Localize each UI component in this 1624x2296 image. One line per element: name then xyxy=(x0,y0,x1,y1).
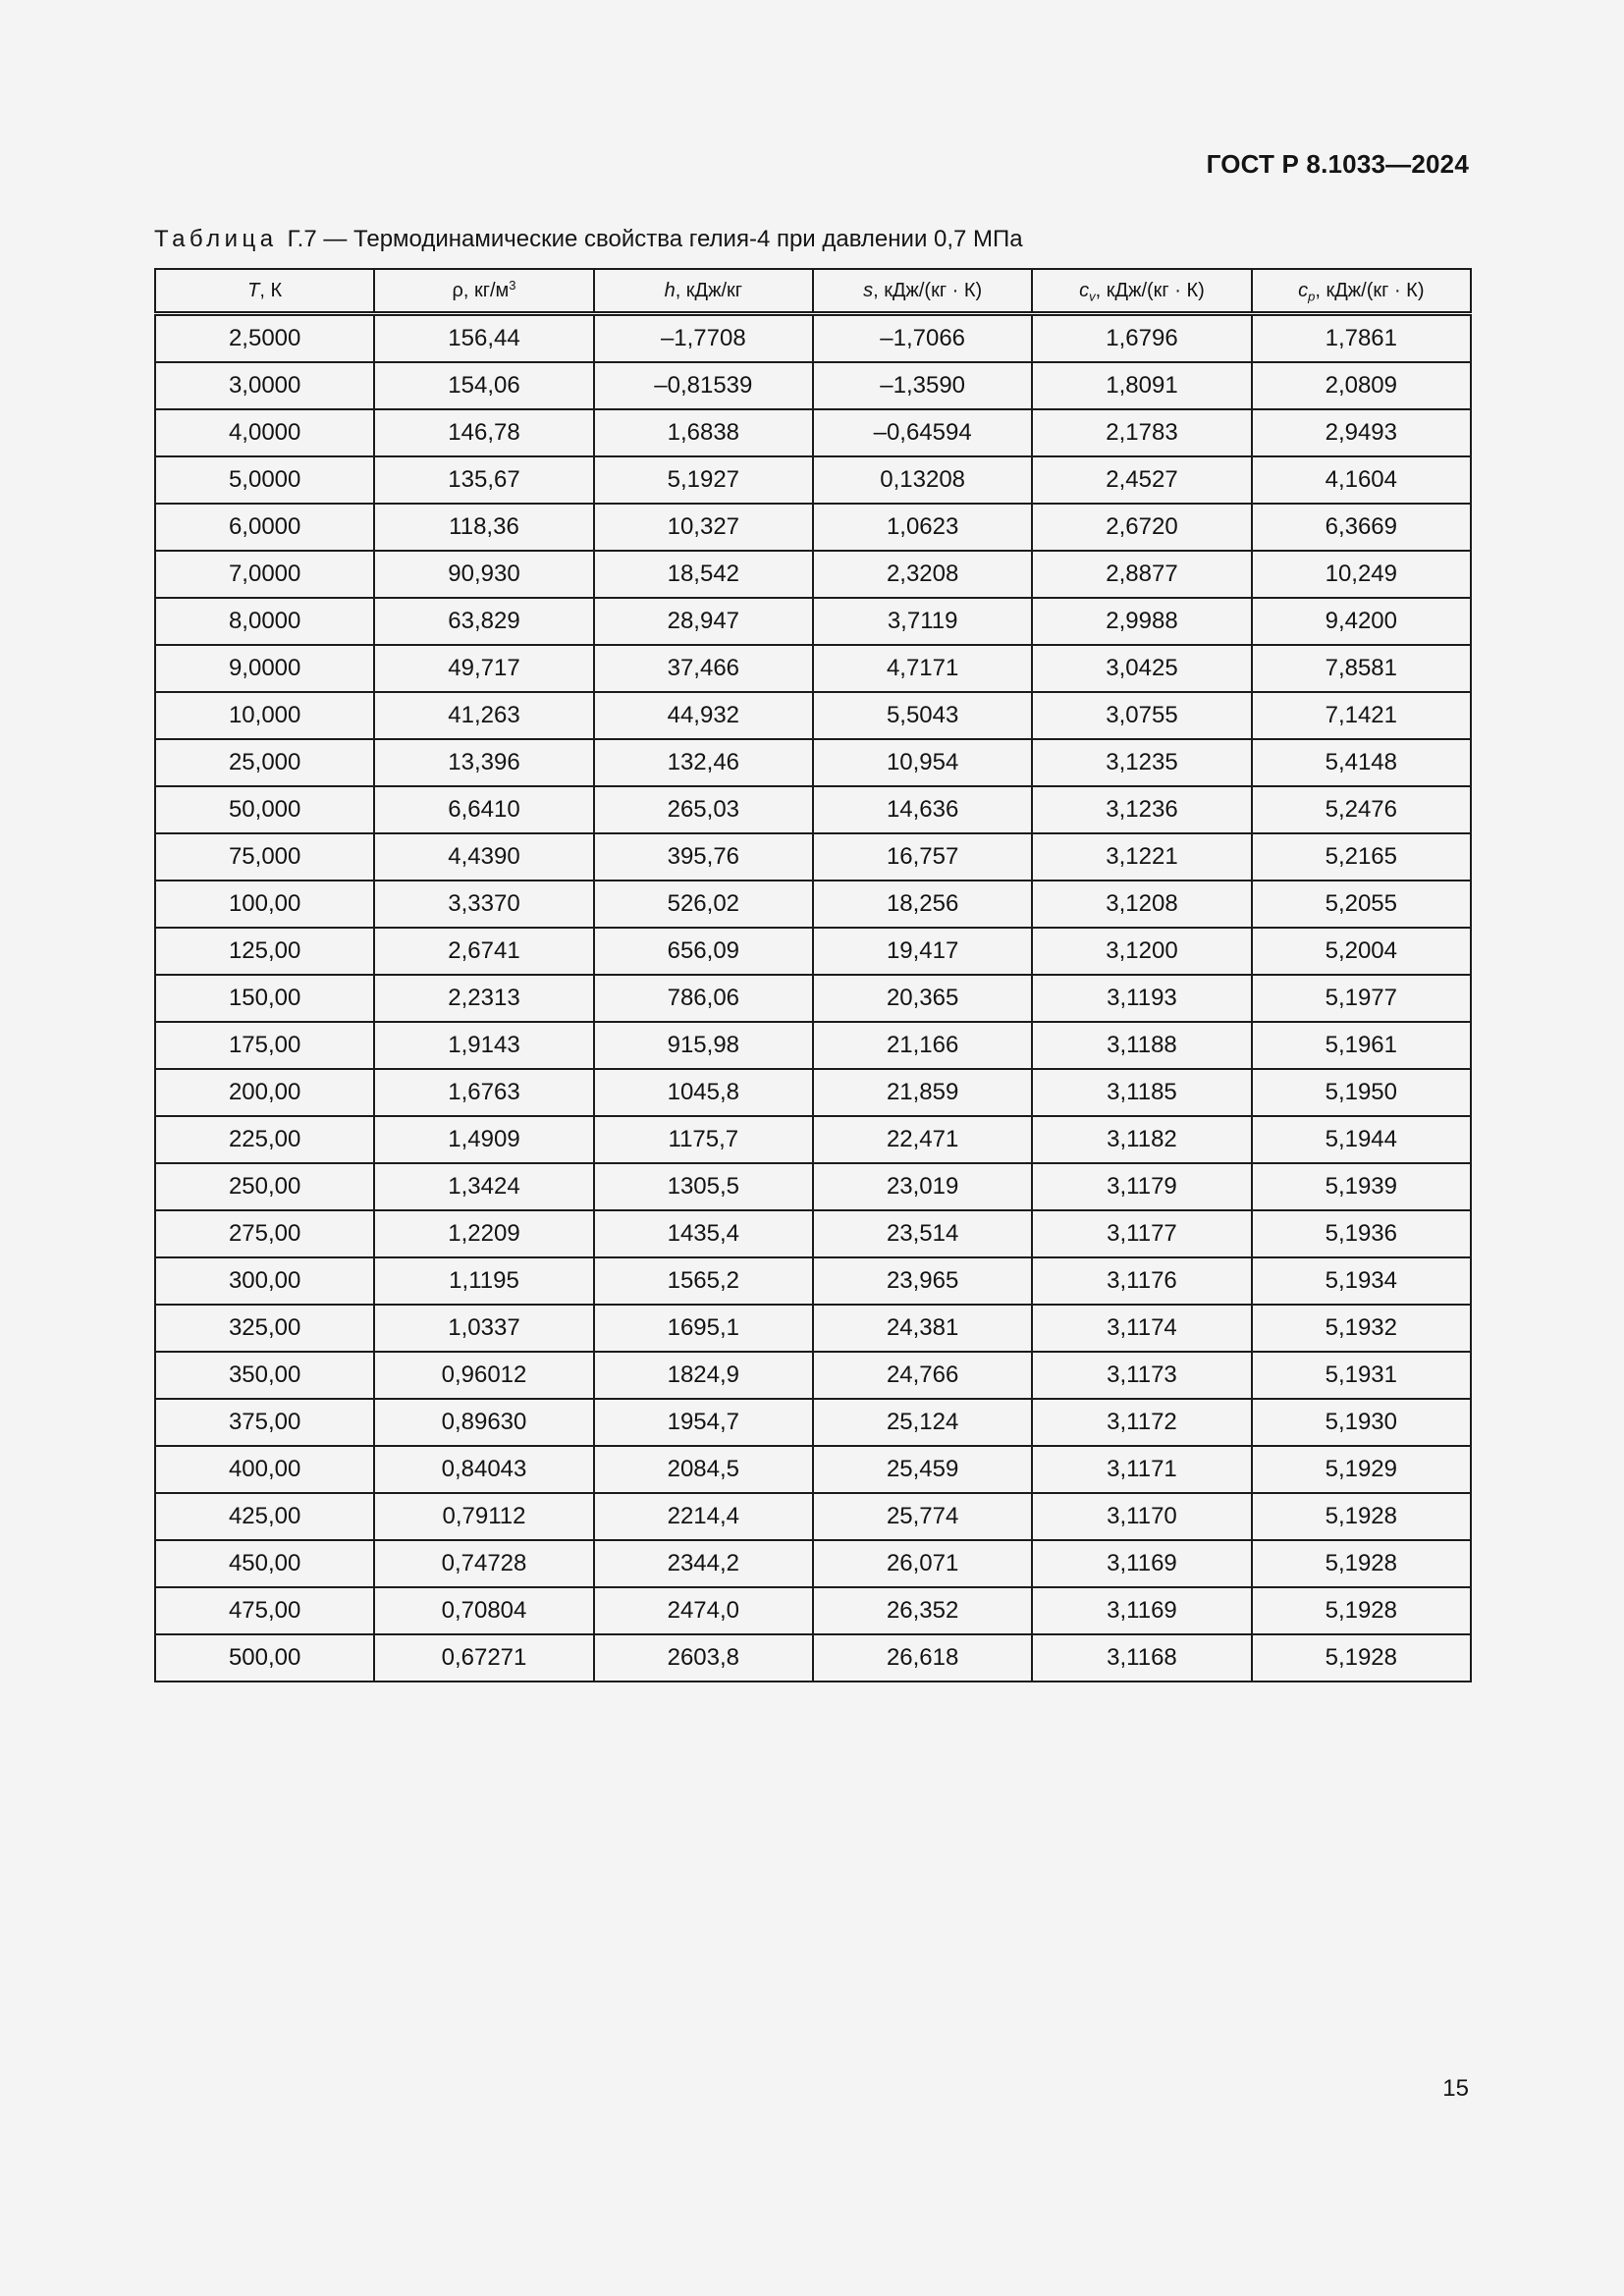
table-cell: 1,0623 xyxy=(813,504,1032,551)
table-row xyxy=(155,1493,1471,1540)
table-cell: 1175,7 xyxy=(594,1116,813,1163)
table-cell: 10,249 xyxy=(1252,551,1471,598)
table-cell: 1,9143 xyxy=(374,1022,593,1069)
table-cell: 3,1174 xyxy=(1032,1305,1251,1352)
column-header-subscript: p xyxy=(1308,289,1316,304)
table-cell: 5,1944 xyxy=(1252,1116,1471,1163)
table-cell: 0,67271 xyxy=(374,1634,593,1682)
table-cell: 0,74728 xyxy=(374,1540,593,1587)
table-cell: 325,00 xyxy=(155,1305,374,1352)
table-cell: 1,6838 xyxy=(594,409,813,456)
table-cell: 75,000 xyxy=(155,833,374,881)
table-row xyxy=(155,881,1471,928)
table-cell: 2,5000 xyxy=(155,314,374,363)
column-header-superscript: 3 xyxy=(509,277,516,293)
table-cell: 19,417 xyxy=(813,928,1032,975)
table-cell: 132,46 xyxy=(594,739,813,786)
column-header xyxy=(1032,269,1251,314)
table-cell: 1954,7 xyxy=(594,1399,813,1446)
table-row xyxy=(155,1210,1471,1257)
table-cell: 25,774 xyxy=(813,1493,1032,1540)
table-cell: 25,000 xyxy=(155,739,374,786)
table-cell: 3,1185 xyxy=(1032,1069,1251,1116)
table-cell: 20,365 xyxy=(813,975,1032,1022)
table-cell: 154,06 xyxy=(374,362,593,409)
table-cell: 1045,8 xyxy=(594,1069,813,1116)
table-cell: –0,64594 xyxy=(813,409,1032,456)
table-cell: 1,3424 xyxy=(374,1163,593,1210)
document-code: ГОСТ Р 8.1033—2024 xyxy=(1206,149,1469,179)
table-row xyxy=(155,409,1471,456)
table-cell: 3,0425 xyxy=(1032,645,1251,692)
table-cell: 23,019 xyxy=(813,1163,1032,1210)
column-header-subscript: v xyxy=(1089,289,1096,304)
table-cell: 3,1221 xyxy=(1032,833,1251,881)
table-cell: 3,1200 xyxy=(1032,928,1251,975)
table-cell: 118,36 xyxy=(374,504,593,551)
table-cell: 656,09 xyxy=(594,928,813,975)
table-cell: 3,0000 xyxy=(155,362,374,409)
table-cell: 5,2004 xyxy=(1252,928,1471,975)
table-row xyxy=(155,1446,1471,1493)
table-cell: 5,0000 xyxy=(155,456,374,504)
table-row xyxy=(155,692,1471,739)
table-cell: 1305,5 xyxy=(594,1163,813,1210)
table-cell: 6,3669 xyxy=(1252,504,1471,551)
table-cell: 3,1169 xyxy=(1032,1540,1251,1587)
table-cell: 150,00 xyxy=(155,975,374,1022)
table-cell: 0,84043 xyxy=(374,1446,593,1493)
table-row xyxy=(155,1163,1471,1210)
column-header-unit: , кДж/кг xyxy=(675,279,743,301)
table-row xyxy=(155,1305,1471,1352)
table-cell: 18,256 xyxy=(813,881,1032,928)
table-cell: 915,98 xyxy=(594,1022,813,1069)
column-header-unit: , кДж/(кг · К) xyxy=(873,279,983,301)
table-cell: 300,00 xyxy=(155,1257,374,1305)
table-cell: 6,0000 xyxy=(155,504,374,551)
table-cell: 4,7171 xyxy=(813,645,1032,692)
table-cell: 3,1170 xyxy=(1032,1493,1251,1540)
table-cell: 786,06 xyxy=(594,975,813,1022)
table-row xyxy=(155,1257,1471,1305)
table-cell: 44,932 xyxy=(594,692,813,739)
table-cell: 7,1421 xyxy=(1252,692,1471,739)
column-header xyxy=(1252,269,1471,314)
table-cell: 5,1939 xyxy=(1252,1163,1471,1210)
table-cell: 5,2055 xyxy=(1252,881,1471,928)
table-cell: 5,1928 xyxy=(1252,1493,1471,1540)
column-header xyxy=(813,269,1032,314)
table-cell: 2,3208 xyxy=(813,551,1032,598)
table-cell: 0,13208 xyxy=(813,456,1032,504)
table-cell: 3,1176 xyxy=(1032,1257,1251,1305)
table-cell: –1,3590 xyxy=(813,362,1032,409)
table-cell: 1,1195 xyxy=(374,1257,593,1305)
table-header-row xyxy=(155,269,1471,314)
table-cell: 1,7861 xyxy=(1252,314,1471,363)
table-row xyxy=(155,314,1471,363)
table-row xyxy=(155,456,1471,504)
table-cell: 5,1934 xyxy=(1252,1257,1471,1305)
table-cell: 24,381 xyxy=(813,1305,1032,1352)
table-cell: 50,000 xyxy=(155,786,374,833)
table-cell: 22,471 xyxy=(813,1116,1032,1163)
table-cell: 28,947 xyxy=(594,598,813,645)
column-header xyxy=(155,269,374,314)
table-cell: 3,3370 xyxy=(374,881,593,928)
table-cell: 1824,9 xyxy=(594,1352,813,1399)
table-cell: 4,0000 xyxy=(155,409,374,456)
table-cell: 175,00 xyxy=(155,1022,374,1069)
table-cell: 2603,8 xyxy=(594,1634,813,1682)
table-cell: 146,78 xyxy=(374,409,593,456)
table-cell: 3,1168 xyxy=(1032,1634,1251,1682)
table-cell: 21,166 xyxy=(813,1022,1032,1069)
table-cell: 0,79112 xyxy=(374,1493,593,1540)
table-cell: 2,9988 xyxy=(1032,598,1251,645)
table-cell: 1,0337 xyxy=(374,1305,593,1352)
table-cell: 3,1208 xyxy=(1032,881,1251,928)
table-caption-text: Г.7 — Термодинамические свойства гелия-4 при давлении 0,7 МПа xyxy=(287,226,1023,252)
table-cell: 6,6410 xyxy=(374,786,593,833)
thermo-properties-table xyxy=(154,268,1472,1682)
table-cell: 26,071 xyxy=(813,1540,1032,1587)
table-cell: 18,542 xyxy=(594,551,813,598)
table-cell: 5,1961 xyxy=(1252,1022,1471,1069)
table-cell: 7,0000 xyxy=(155,551,374,598)
table-cell: 2,6741 xyxy=(374,928,593,975)
table-row xyxy=(155,1399,1471,1446)
table-cell: 1,6796 xyxy=(1032,314,1251,363)
column-header-unit: , К xyxy=(259,279,283,301)
table-row xyxy=(155,1352,1471,1399)
table-cell: 5,1932 xyxy=(1252,1305,1471,1352)
table-cell: 5,4148 xyxy=(1252,739,1471,786)
table-cell: 4,1604 xyxy=(1252,456,1471,504)
table-row xyxy=(155,1587,1471,1634)
column-header-symbol: s xyxy=(863,279,874,301)
table-cell: 10,000 xyxy=(155,692,374,739)
table-cell: 5,1928 xyxy=(1252,1634,1471,1682)
column-header-symbol: h xyxy=(664,279,676,301)
table-cell: 14,636 xyxy=(813,786,1032,833)
table-cell: 16,757 xyxy=(813,833,1032,881)
table-cell: 5,1977 xyxy=(1252,975,1471,1022)
table-cell: –1,7066 xyxy=(813,314,1032,363)
table-cell: 3,1177 xyxy=(1032,1210,1251,1257)
column-header-unit: , кДж/(кг · К) xyxy=(1095,279,1205,301)
table-cell: 350,00 xyxy=(155,1352,374,1399)
table-row xyxy=(155,551,1471,598)
table-cell: 2,9493 xyxy=(1252,409,1471,456)
table-cell: 1565,2 xyxy=(594,1257,813,1305)
table-cell: 0,89630 xyxy=(374,1399,593,1446)
table-cell: 2,0809 xyxy=(1252,362,1471,409)
table-cell: 5,2165 xyxy=(1252,833,1471,881)
table-cell: 23,514 xyxy=(813,1210,1032,1257)
table-cell: 49,717 xyxy=(374,645,593,692)
table-cell: 23,965 xyxy=(813,1257,1032,1305)
column-header-symbol: ρ xyxy=(452,279,463,301)
table-row xyxy=(155,598,1471,645)
table-cell: 3,1169 xyxy=(1032,1587,1251,1634)
column-header xyxy=(594,269,813,314)
table-cell: 0,70804 xyxy=(374,1587,593,1634)
table-cell: 1,4909 xyxy=(374,1116,593,1163)
table-cell: –1,7708 xyxy=(594,314,813,363)
table-cell: 100,00 xyxy=(155,881,374,928)
table-cell: 500,00 xyxy=(155,1634,374,1682)
table-cell: 475,00 xyxy=(155,1587,374,1634)
table-cell: 3,0755 xyxy=(1032,692,1251,739)
table-cell: 2,8877 xyxy=(1032,551,1251,598)
table-cell: 375,00 xyxy=(155,1399,374,1446)
table-cell: 26,352 xyxy=(813,1587,1032,1634)
table-cell: 4,4390 xyxy=(374,833,593,881)
page-number: 15 xyxy=(1442,2075,1469,2102)
column-header-unit: , кДж/(кг · К) xyxy=(1315,279,1425,301)
table-cell: 3,1235 xyxy=(1032,739,1251,786)
table-cell: 5,1936 xyxy=(1252,1210,1471,1257)
table-cell: 265,03 xyxy=(594,786,813,833)
table-cell: 526,02 xyxy=(594,881,813,928)
table-cell: 5,2476 xyxy=(1252,786,1471,833)
table-cell: 125,00 xyxy=(155,928,374,975)
table-cell: 21,859 xyxy=(813,1069,1032,1116)
table-row xyxy=(155,928,1471,975)
column-header-symbol: T xyxy=(247,279,260,301)
table-cell: 3,1171 xyxy=(1032,1446,1251,1493)
table-row xyxy=(155,1116,1471,1163)
table-cell: 26,618 xyxy=(813,1634,1032,1682)
table-cell: 225,00 xyxy=(155,1116,374,1163)
table-cell: 1695,1 xyxy=(594,1305,813,1352)
table-cell: 5,1929 xyxy=(1252,1446,1471,1493)
table-row xyxy=(155,1069,1471,1116)
table-cell: 13,396 xyxy=(374,739,593,786)
table-row xyxy=(155,739,1471,786)
table-cell: 8,0000 xyxy=(155,598,374,645)
table-caption xyxy=(154,226,1023,253)
table-cell: 2084,5 xyxy=(594,1446,813,1493)
table-cell: 3,1182 xyxy=(1032,1116,1251,1163)
table-cell: 2214,4 xyxy=(594,1493,813,1540)
table-cell: 25,459 xyxy=(813,1446,1032,1493)
table-cell: 2344,2 xyxy=(594,1540,813,1587)
table-cell: 5,1927 xyxy=(594,456,813,504)
table-row xyxy=(155,504,1471,551)
table-cell: 5,1930 xyxy=(1252,1399,1471,1446)
column-header xyxy=(374,269,593,314)
table-cell: 135,67 xyxy=(374,456,593,504)
table-cell: 2474,0 xyxy=(594,1587,813,1634)
table-cell: 1435,4 xyxy=(594,1210,813,1257)
table-cell: 425,00 xyxy=(155,1493,374,1540)
table-cell: 5,1928 xyxy=(1252,1587,1471,1634)
column-header-symbol: c xyxy=(1079,279,1090,301)
table-cell: 2,2313 xyxy=(374,975,593,1022)
table-cell: 25,124 xyxy=(813,1399,1032,1446)
table-cell: 395,76 xyxy=(594,833,813,881)
table-cell: 5,1931 xyxy=(1252,1352,1471,1399)
column-header-symbol: c xyxy=(1298,279,1309,301)
table-cell: 10,954 xyxy=(813,739,1032,786)
table-cell: 0,96012 xyxy=(374,1352,593,1399)
table-cell: 400,00 xyxy=(155,1446,374,1493)
table-cell: 2,1783 xyxy=(1032,409,1251,456)
table-cell: 5,1928 xyxy=(1252,1540,1471,1587)
table-cell: 9,4200 xyxy=(1252,598,1471,645)
column-header-unit: , кг/м xyxy=(462,279,510,301)
table-cell: 1,2209 xyxy=(374,1210,593,1257)
table-cell: 156,44 xyxy=(374,314,593,363)
table-cell: –0,81539 xyxy=(594,362,813,409)
table-cell: 7,8581 xyxy=(1252,645,1471,692)
table-row xyxy=(155,833,1471,881)
table-row xyxy=(155,645,1471,692)
table-cell: 3,1172 xyxy=(1032,1399,1251,1446)
table-cell: 41,263 xyxy=(374,692,593,739)
table-cell: 37,466 xyxy=(594,645,813,692)
table-cell: 3,1236 xyxy=(1032,786,1251,833)
table-cell: 10,327 xyxy=(594,504,813,551)
table-row xyxy=(155,1022,1471,1069)
table-cell: 450,00 xyxy=(155,1540,374,1587)
table-row xyxy=(155,362,1471,409)
table-cell: 275,00 xyxy=(155,1210,374,1257)
table-cell: 200,00 xyxy=(155,1069,374,1116)
table-cell: 1,6763 xyxy=(374,1069,593,1116)
table-cell: 24,766 xyxy=(813,1352,1032,1399)
table-cell: 5,5043 xyxy=(813,692,1032,739)
table-cell: 3,1193 xyxy=(1032,975,1251,1022)
table-cell: 250,00 xyxy=(155,1163,374,1210)
table-cell: 5,1950 xyxy=(1252,1069,1471,1116)
table-cell: 2,4527 xyxy=(1032,456,1251,504)
table-cell: 2,6720 xyxy=(1032,504,1251,551)
table-row xyxy=(155,1540,1471,1587)
table-row xyxy=(155,786,1471,833)
table-cell: 3,1173 xyxy=(1032,1352,1251,1399)
table-cell: 3,7119 xyxy=(813,598,1032,645)
table-cell: 63,829 xyxy=(374,598,593,645)
table-cell: 3,1179 xyxy=(1032,1163,1251,1210)
table-cell: 1,8091 xyxy=(1032,362,1251,409)
table-cell: 9,0000 xyxy=(155,645,374,692)
table-row xyxy=(155,975,1471,1022)
table-caption-label: Таблица xyxy=(154,226,278,252)
table-cell: 90,930 xyxy=(374,551,593,598)
table-row xyxy=(155,1634,1471,1682)
table-cell: 3,1188 xyxy=(1032,1022,1251,1069)
table-body xyxy=(155,314,1471,1682)
